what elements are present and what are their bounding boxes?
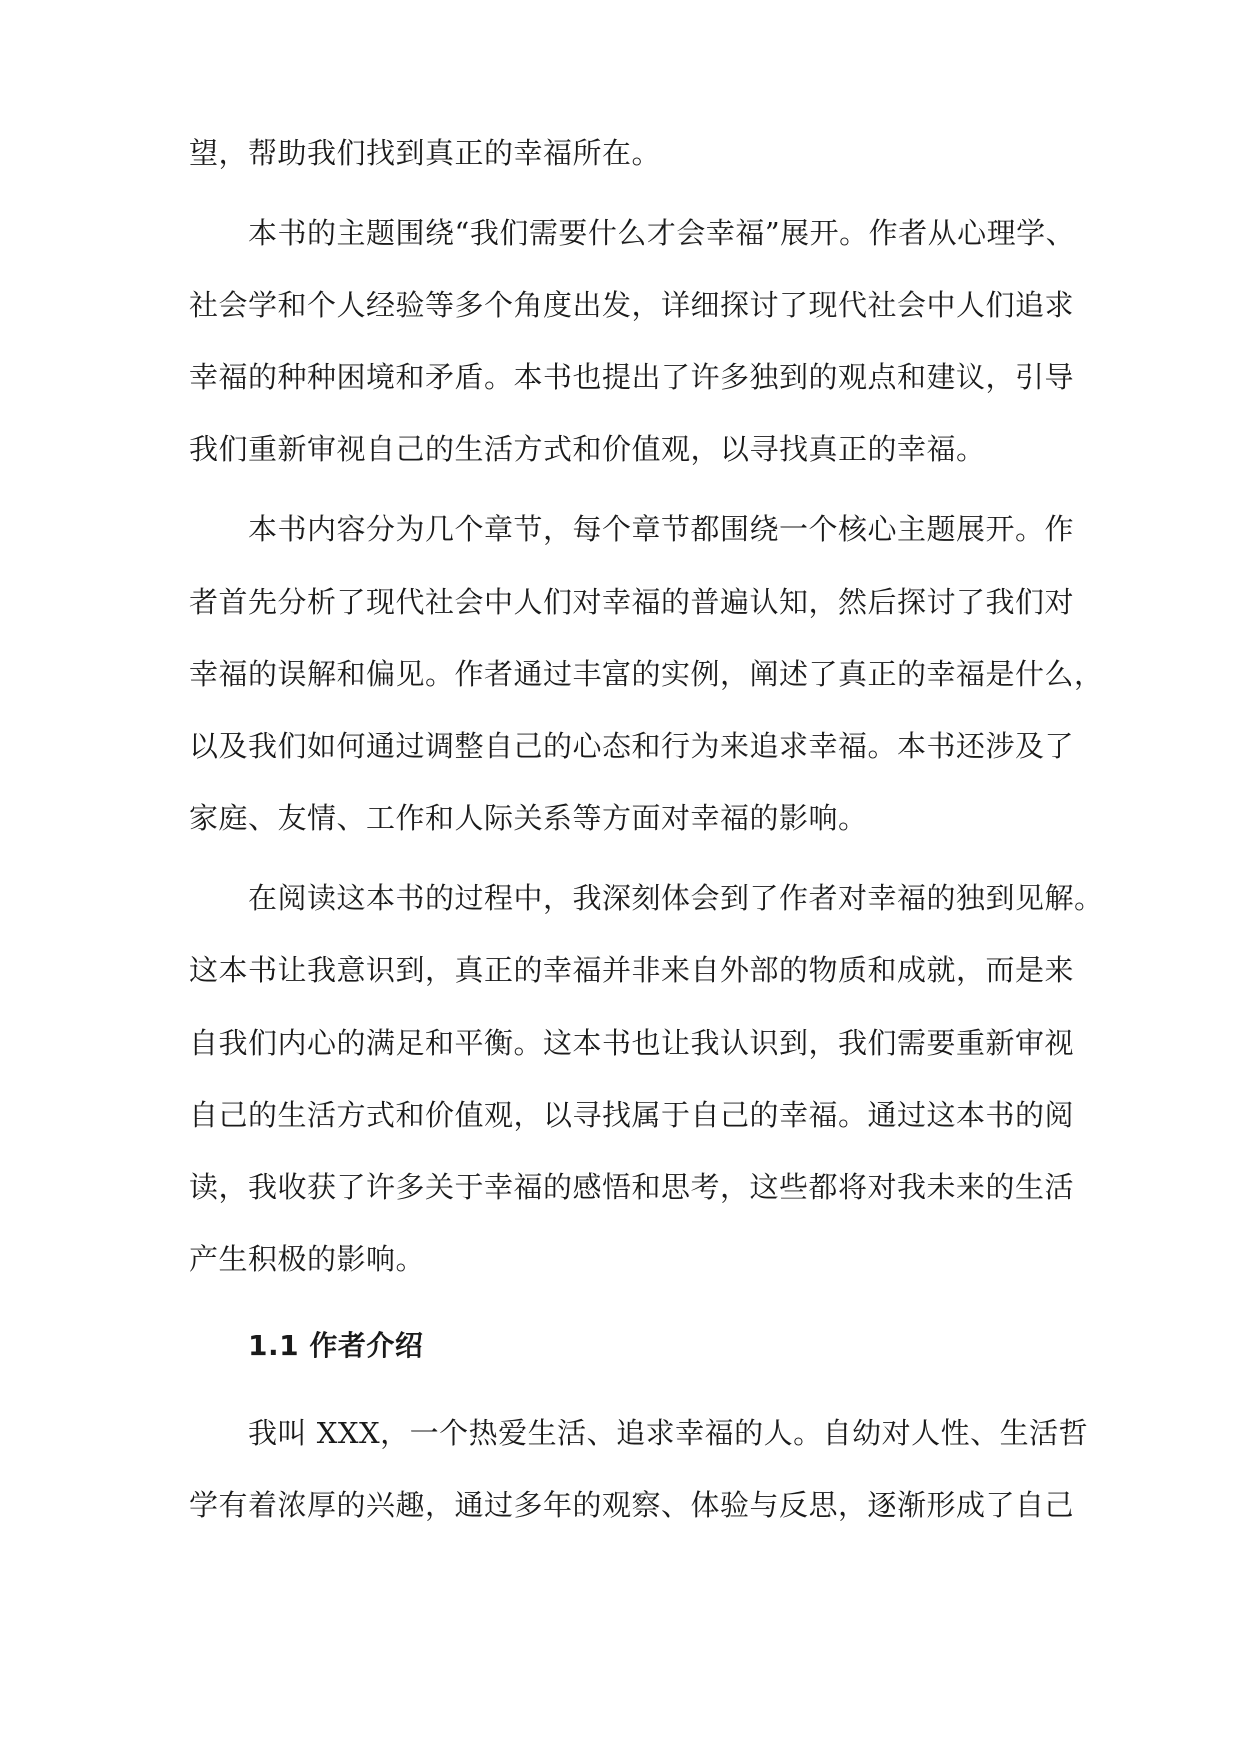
text-line: 学有着浓厚的兴趣，通过多年的观察、体验与反思，逐渐形成了自己 <box>189 1488 1075 1522</box>
text-line: 读，我收获了许多关于幸福的感悟和思考，这些都将对我未来的生活 <box>189 1170 1075 1204</box>
paragraph-first-line: 本书内容分为几个章节，每个章节都围绕一个核心主题展开。作 <box>248 512 1075 546</box>
text-line: 产生积极的影响。 <box>189 1242 426 1276</box>
paragraph-first-line: 本书的主题围绕“我们需要什么才会幸福”展开。作者从心理学、 <box>248 216 1076 250</box>
text-line: 以及我们如何通过调整自己的心态和行为来追求幸福。本书还涉及了 <box>189 729 1075 763</box>
paragraph-first-line: 我叫 XXX，一个热爱生活、追求幸福的人。自幼对人性、生活哲 <box>248 1416 1089 1450</box>
text-line: 家庭、友情、工作和人际关系等方面对幸福的影响。 <box>189 801 868 835</box>
text-line: 社会学和个人经验等多个角度出发，详细探讨了现代社会中人们追求 <box>189 288 1075 322</box>
text-line: 自己的生活方式和价值观，以寻找属于自己的幸福。通过这本书的阅 <box>189 1098 1075 1132</box>
text-line: 我们重新审视自己的生活方式和价值观，以寻找真正的幸福。 <box>189 432 986 466</box>
text-line: 幸福的误解和偏见。作者通过丰富的实例，阐述了真正的幸福是什么， <box>189 657 1104 691</box>
text-line: 望，帮助我们找到真正的幸福所在。 <box>189 136 662 170</box>
section-heading: 1.1 作者介绍 <box>248 1329 424 1362</box>
paragraph-first-line: 在阅读这本书的过程中，我深刻体会到了作者对幸福的独到见解。 <box>248 881 1104 915</box>
text-line: 者首先分析了现代社会中人们对幸福的普遍认知，然后探讨了我们对 <box>189 585 1075 619</box>
text-line: 自我们内心的满足和平衡。这本书也让我认识到，我们需要重新审视 <box>189 1026 1075 1060</box>
text-line: 这本书让我意识到，真正的幸福并非来自外部的物质和成就，而是来 <box>189 953 1075 987</box>
text-line: 幸福的种种困境和矛盾。本书也提出了许多独到的观点和建议，引导 <box>189 360 1075 394</box>
